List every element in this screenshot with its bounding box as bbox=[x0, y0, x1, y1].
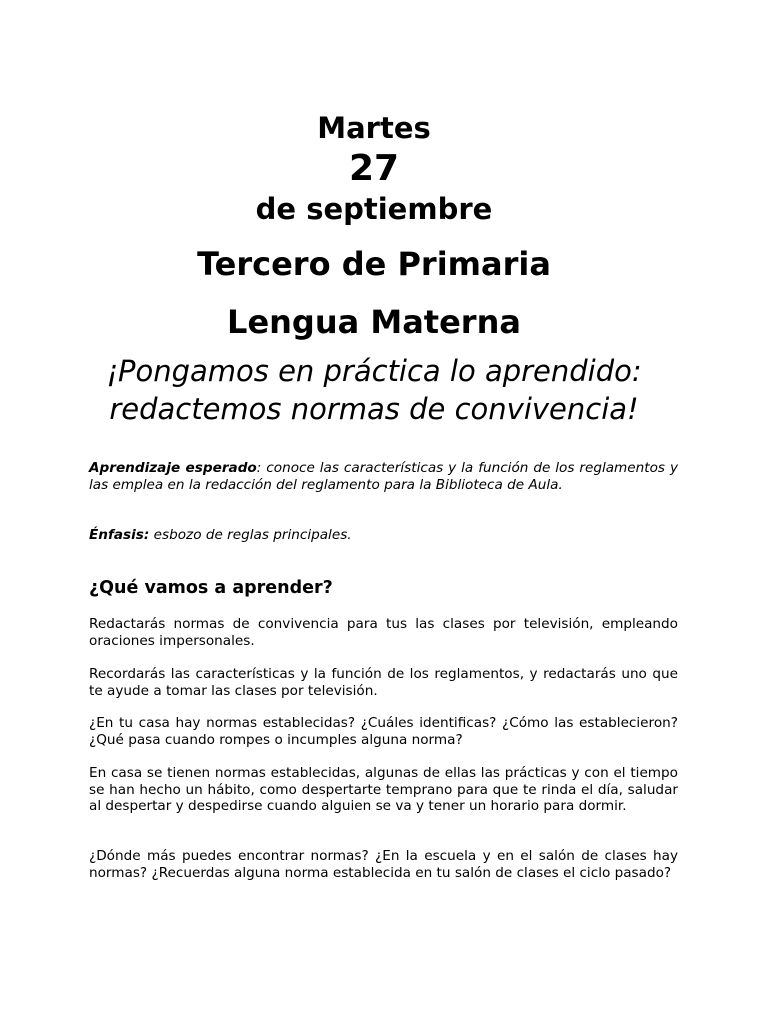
emphasis-text: esbozo de reglas principales. bbox=[149, 527, 352, 543]
expected-learning bbox=[89, 460, 678, 493]
grade-title: Tercero de Primaria bbox=[197, 245, 551, 283]
subject-title: Lengua Materna bbox=[227, 303, 521, 341]
emphasis-label: Énfasis: bbox=[89, 527, 150, 543]
lesson-title-line-2: redactemos normas de convivencia! bbox=[109, 392, 639, 426]
lesson-title-line-1: ¡Pongamos en práctica lo aprendido: bbox=[106, 354, 642, 388]
emphasis bbox=[89, 527, 678, 544]
paragraph: ¿Dónde más puedes encontrar normas? ¿En la escuela y en el salón de clases hay normas? ¿Recuerdas alguna norma establecida en tu salón de clases el ciclo pasado? bbox=[89, 848, 678, 881]
lesson-title bbox=[40, 352, 708, 428]
expected-learning-label: Aprendizaje esperado bbox=[89, 460, 257, 476]
day-number: 27 bbox=[348, 148, 400, 189]
month-label: de septiembre bbox=[255, 192, 493, 226]
paragraph: En casa se tienen normas establecidas, algunas de ellas las prácticas y con el tiempo se han hecho un hábito, como despertarte temprano para que te rinda el día, saludar al despertar y despedirse cuando alguien se va y tener un horario para dormir. bbox=[89, 765, 678, 814]
paragraph: Recordarás las características y la función de los reglamentos, y redactarás uno que te ayude a tomar las clases por televisión. bbox=[89, 666, 678, 699]
section-heading: ¿Qué vamos a aprender? bbox=[89, 578, 333, 598]
expected-learning-text: : conoce las características y la función de los reglamentos y las emplea en la redacción del reglamento para la Biblioteca de Aula. bbox=[89, 460, 678, 493]
paragraph: Redactarás normas de convivencia para tus las clases por televisión, empleando oraciones impersonales. bbox=[89, 616, 678, 649]
paragraph: ¿En tu casa hay normas establecidas? ¿Cuáles identificas? ¿Cómo las establecieron? ¿Qué pasa cuando rompes o incumples alguna norma? bbox=[89, 715, 678, 748]
day-name: Martes bbox=[317, 111, 431, 145]
